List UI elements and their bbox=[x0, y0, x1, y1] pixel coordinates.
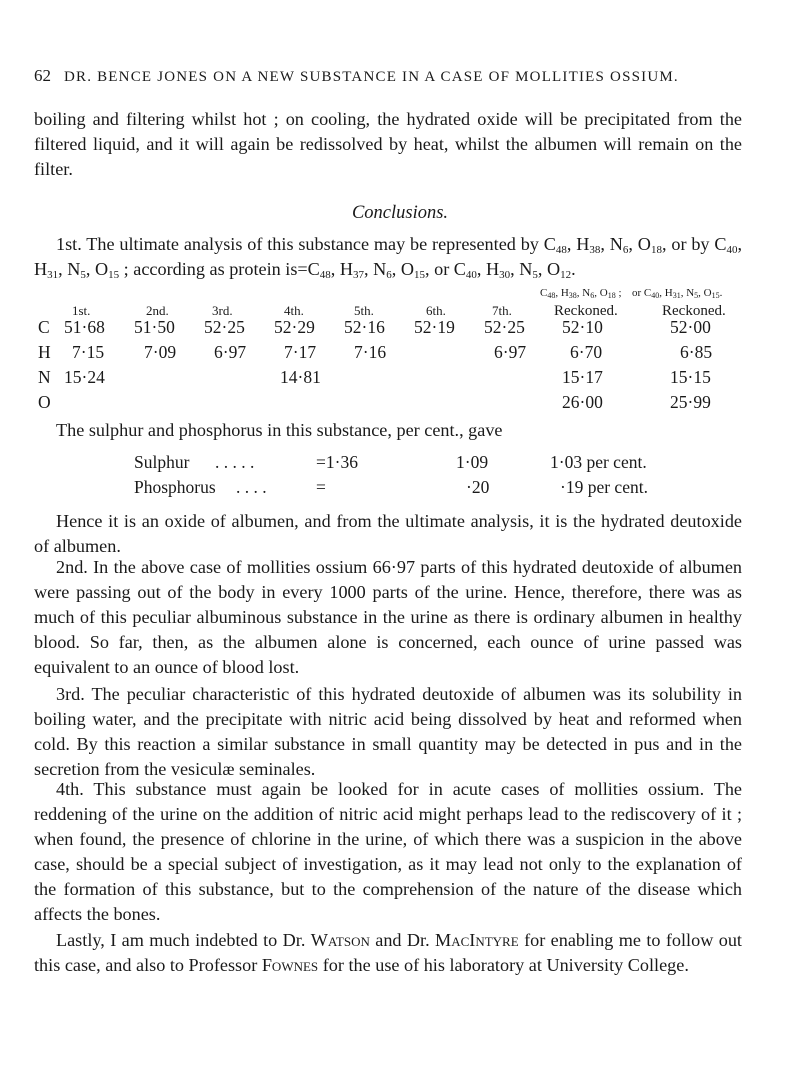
table-cell: 52·29 bbox=[274, 317, 315, 337]
table-cell: 52·16 bbox=[344, 317, 385, 337]
table-cell: 26·00 bbox=[562, 392, 603, 412]
row-label-h: H bbox=[38, 342, 51, 362]
c1-text-d: or C bbox=[434, 259, 466, 279]
subscript: 18 bbox=[650, 244, 662, 256]
sulphur-label: Sulphur bbox=[134, 452, 190, 472]
table-cell: 6·70 bbox=[570, 342, 603, 362]
phosphorus-value-3: ·19 per cent. bbox=[560, 477, 648, 497]
conclusion-3-paragraph: 3rd. The peculiar characteristic of this hydrated deutoxide of albumen was its solubility in boiling water, and the precipitate with nitric acid being dissolved by heat and reformed when cold. By this reaction a similar substance in small quantity may be detected in pus and in the secretion from the vesiculæ seminales. bbox=[34, 684, 742, 779]
subscript: 5 bbox=[80, 269, 86, 281]
table-cell: 25·99 bbox=[670, 392, 711, 412]
subscript: 6 bbox=[622, 244, 629, 256]
phosphorus-dots: . . . . bbox=[236, 477, 267, 497]
c1-text-b: or by C bbox=[671, 234, 727, 254]
sulphur-intro: The sulphur and phosphorus in this substance, per cent., gave bbox=[56, 420, 503, 440]
reckoned-label-2: Reckoned. bbox=[662, 303, 726, 319]
c1-text-a: 1st. The ultimate analysis of this substance may be represented by C bbox=[56, 234, 556, 254]
row-label-n: N bbox=[38, 367, 51, 387]
ack-text: Lastly, I am much indebted to Dr. bbox=[56, 930, 311, 950]
row-label-o: O bbox=[38, 392, 51, 412]
sulphur-value-3: 1·03 per cent. bbox=[550, 452, 647, 472]
table-cell: 7·17 bbox=[284, 342, 317, 362]
ack-text: for enabling me to follow out this case, and also to Professor bbox=[34, 930, 742, 975]
col-header-1st: 1st. bbox=[72, 303, 91, 318]
table-cell: 52·25 bbox=[204, 317, 245, 337]
subscript: 5 bbox=[532, 269, 538, 281]
subscript: 30 bbox=[499, 269, 511, 281]
table-cell: 51·50 bbox=[134, 317, 175, 337]
conclusion-1-paragraph: 1st. The ultimate analysis of this substance may be represented by $C_{48}$, $H_{38}$, $N_6$, $O_{18}$, or by $C_{40}$, $H_{31}$, $N_5$, $O_{15}$ ; according as protein $is=C_{48}$, $H_{37}$, $N_6$, $O_{15}$, or $C_{40}$, $H_{30}$, $N_5$, $O_{12}$. bbox=[34, 234, 743, 281]
col-header-7th: 7th. bbox=[492, 303, 512, 318]
subscript: 37 bbox=[353, 269, 365, 281]
conclusion-4-paragraph: 4th. This substance must again be looked for in acute cases of mollities ossium. The reddening of the urine on the addition of nitric acid might perhaps lead to the rediscovery of it ; when found, the presence of chlorine in the urine, of which there was a suspicion in the above case, should be a special subject of investigation, as it may lead not only to the explanation of the formation of this substance, but to the comprehension of the nature of the disease which affects the bones. bbox=[34, 779, 742, 924]
col-header-5th: 5th. bbox=[354, 303, 374, 318]
table-cell: 15·24 bbox=[64, 367, 105, 387]
running-header bbox=[34, 66, 746, 86]
subscript: 31 bbox=[47, 269, 59, 281]
sulphur-dots: . . . . . bbox=[215, 452, 255, 472]
reckoned-label-1: Reckoned. bbox=[554, 303, 618, 319]
subscript: 15 bbox=[414, 269, 425, 281]
subscript: 40 bbox=[726, 244, 738, 256]
phosphorus-label: Phosphorus bbox=[134, 477, 216, 497]
table-cell: 6·97 bbox=[214, 342, 247, 362]
table-cell: 52·00 bbox=[670, 317, 711, 337]
table-cell: 52·10 bbox=[562, 317, 603, 337]
phosphorus-value-1: = bbox=[316, 477, 326, 497]
table-cell: 15·17 bbox=[562, 367, 603, 387]
table-cell: 6·85 bbox=[680, 342, 713, 362]
phosphorus-value-2: ·20 bbox=[466, 477, 490, 497]
subscript: 15 bbox=[108, 269, 120, 281]
analysis-table bbox=[34, 287, 746, 420]
sulphur-value-1: =1·36 bbox=[316, 452, 358, 472]
table-cell: 6·97 bbox=[494, 342, 527, 362]
subscript: 6 bbox=[386, 269, 392, 281]
table-cell: 52·25 bbox=[484, 317, 525, 337]
name-fownes: Fownes bbox=[261, 955, 319, 975]
col-header-3rd: 3rd. bbox=[212, 303, 233, 318]
table-cell: 52·19 bbox=[414, 317, 455, 337]
ack-text: and Dr. bbox=[369, 930, 436, 950]
table-cell: 51·68 bbox=[64, 317, 105, 337]
running-title: DR. BENCE JONES ON A NEW SUBSTANCE IN A CASE OF MOLLITIES OSSIUM. bbox=[63, 69, 679, 85]
table-cell: 7·16 bbox=[354, 342, 387, 362]
acknowledgement-paragraph bbox=[34, 928, 742, 978]
sulphur-value-2: 1·09 bbox=[456, 452, 489, 472]
subscript: 48 bbox=[319, 269, 331, 281]
col-header-6th: 6th. bbox=[426, 303, 446, 318]
table-cell: 14·81 bbox=[280, 367, 321, 387]
subscript: 40 bbox=[465, 269, 477, 281]
c1-text-c: ; according as protein is=C bbox=[123, 259, 320, 279]
section-heading: Conclusions. bbox=[351, 203, 449, 223]
table-cell: 7·15 bbox=[72, 342, 105, 362]
row-label-c: C bbox=[38, 317, 50, 337]
name-macintyre: MacIntyre bbox=[435, 930, 519, 950]
conclusion-2-paragraph: 2nd. In the above case of mollities ossium 66·97 parts of this hydrated deutoxide of albumen were passing out of the body in every 1000 parts of the urine. Hence, therefore, there was as much of this peculiar albuminous substance in the urine as there is ordinary albumen in healthy blood. So far, then, as the albumen alone is concerned, each ounce of urine passed was equivalent to an ounce of blood lost. bbox=[34, 557, 742, 677]
subscript: 12 bbox=[560, 269, 572, 281]
col-header-4th: 4th. bbox=[284, 303, 304, 318]
name-watson: Watson bbox=[310, 930, 370, 950]
table-cell: 7·09 bbox=[144, 342, 177, 362]
intro-paragraph: boiling and filtering whilst hot ; on cooling, the hydrated oxide will be precipitated from the filtered liquid, and it will again be redissolved by heat, whilst the albumen will remain on the filter. bbox=[34, 109, 742, 179]
col-header-2nd: 2nd. bbox=[146, 303, 169, 318]
reckoned-formula-2: or $C_{40}$, $H_{31}$, $N_5$, $O_{15}$. bbox=[632, 287, 723, 300]
reckoned-formula-1: $C_{48}$, $H_{38}$, $N_6$, $O_{18}$ ; bbox=[540, 287, 622, 300]
hence-paragraph: Hence it is an oxide of albumen, and from the ultimate analysis, it is the hydrated deutoxide of albumen. bbox=[34, 511, 742, 556]
table-cell: 15·15 bbox=[670, 367, 711, 387]
subscript: 48 bbox=[555, 244, 567, 256]
page-number: 62 bbox=[34, 66, 51, 85]
ack-text: for the use of his laboratory at University College. bbox=[318, 955, 689, 975]
subscript: 38 bbox=[589, 244, 601, 256]
